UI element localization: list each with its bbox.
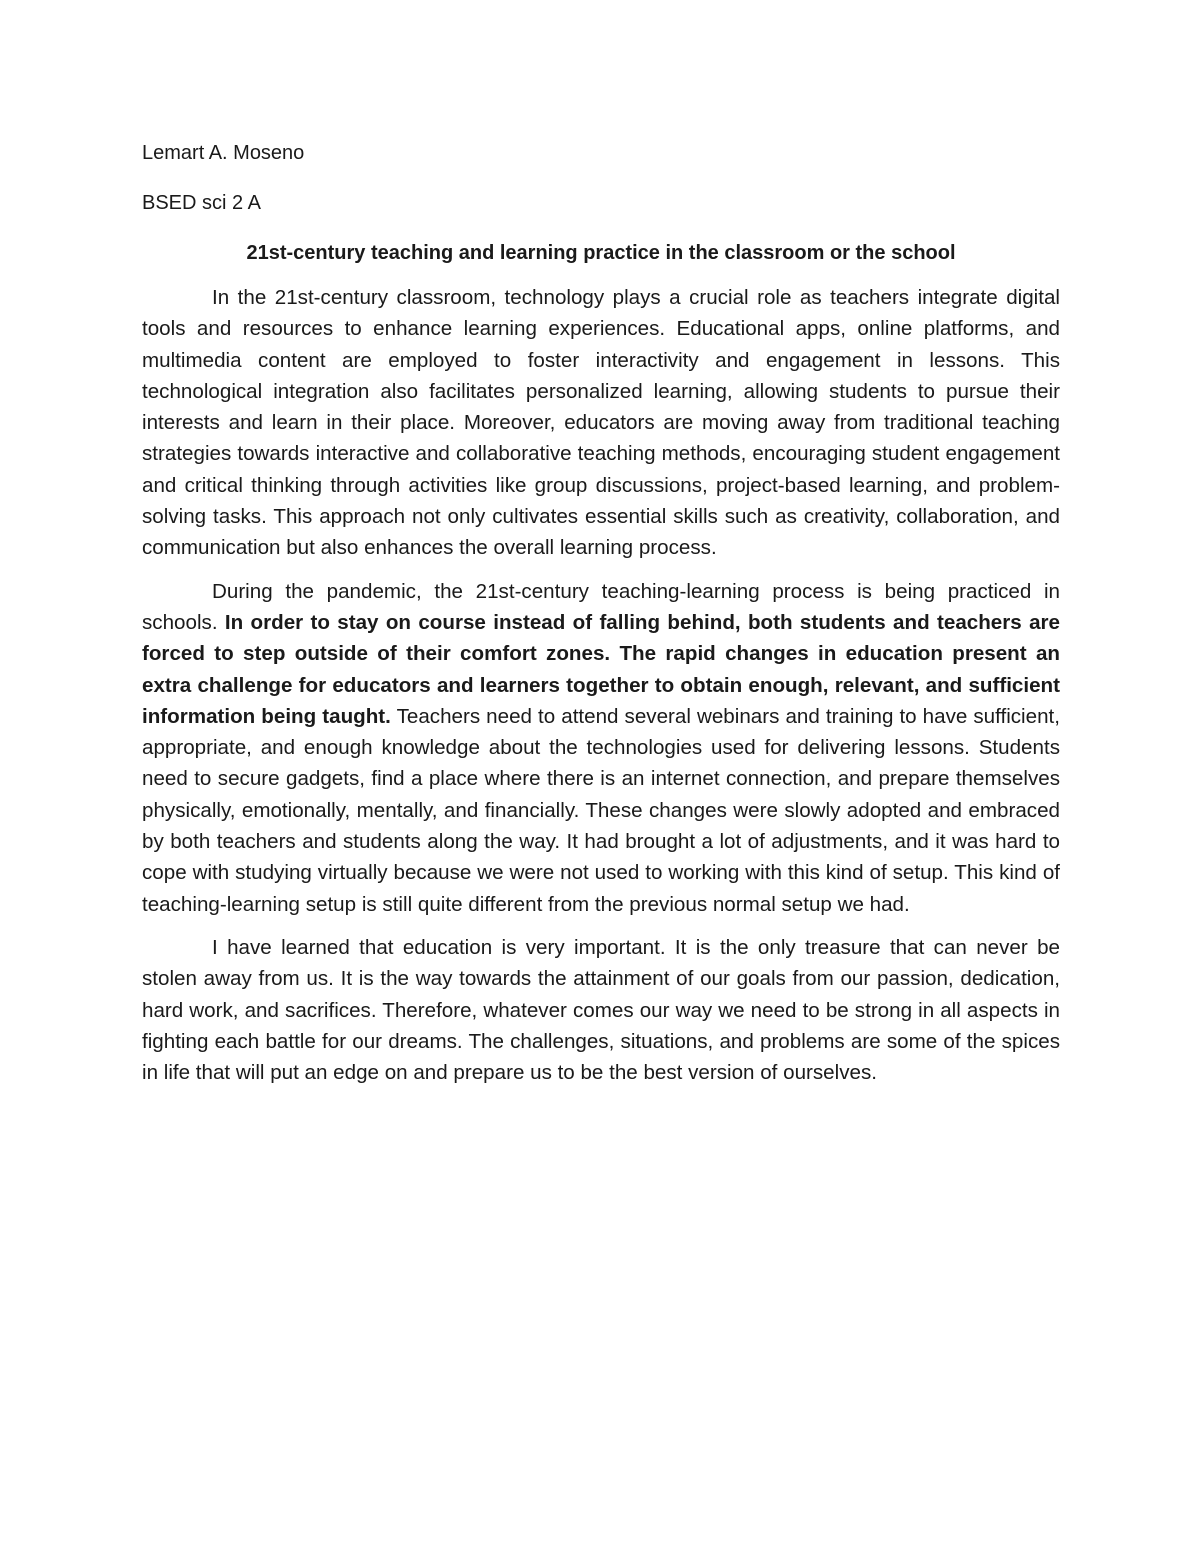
- paragraph-1: In the 21st-century classroom, technology plays a crucial role as teachers integrate digital tools and resources to enhance learning experiences. Educational apps, online platforms, and multimedia content are employed to foster interactivity and engagement in lessons. This technological integration also facilitates personalized learning, allowing students to pursue their interests and learn in their place. Moreover, educators are moving away from traditional teaching strategies towards interactive and collaborative teaching methods, encouraging student engagement and critical thinking through activities like group discussions, project-based learning, and problem-solving tasks. This approach not only cultivates essential skills such as creativity, collaboration, and communication but also enhances the overall learning process.: [142, 286, 1060, 560]
- author-name: Lemart A. Moseno: [142, 142, 305, 164]
- essay-title: 21st-century teaching and learning practice in the classroom or the school: [246, 242, 956, 264]
- document-page: [142, 140, 1060, 1100]
- paragraph-2-end: Teachers need to attend several webinars and training to have sufficient, appropriate, and enough knowledge about the technologies used for delivering lessons. Students need to secure gadgets, find a place where there is an internet connection, and prepare themselves physically, emotionally, mentally, and financially. These changes were slowly adopted and embraced by both teachers and students along the way. It had brought a lot of adjustments, and it was hard to cope with studying virtually because we were not used to working with this kind of setup. This kind of teaching-learning setup is still quite different from the previous normal setup we had.: [142, 704, 1060, 916]
- paragraph-2-start: During the pandemic, the 21st-century teaching-learning process is being practiced in schools.: [142, 579, 1060, 634]
- paragraph-2-bold: In order to stay on course instead of falling behind, both students and teachers are forced to step outside of their comfort zones. The rapid changes in education present an extra challenge for educators and learners together to obtain enough, relevant, and sufficient information being taught.: [142, 610, 1060, 728]
- class-section: BSED sci 2 A: [142, 192, 261, 214]
- paragraph-2: [142, 576, 1060, 920]
- paragraph-3: I have learned that education is very important. It is the only treasure that can never be stolen away from us. It is the way towards the attainment of our goals from our passion, dedication, hard work, and sacrifices. Therefore, whatever comes our way we need to be strong in all aspects in fighting each battle for our dreams. The challenges, situations, and problems are some of the spices in life that will put an edge on and prepare us to be the best version of ourselves.: [142, 935, 1060, 1085]
